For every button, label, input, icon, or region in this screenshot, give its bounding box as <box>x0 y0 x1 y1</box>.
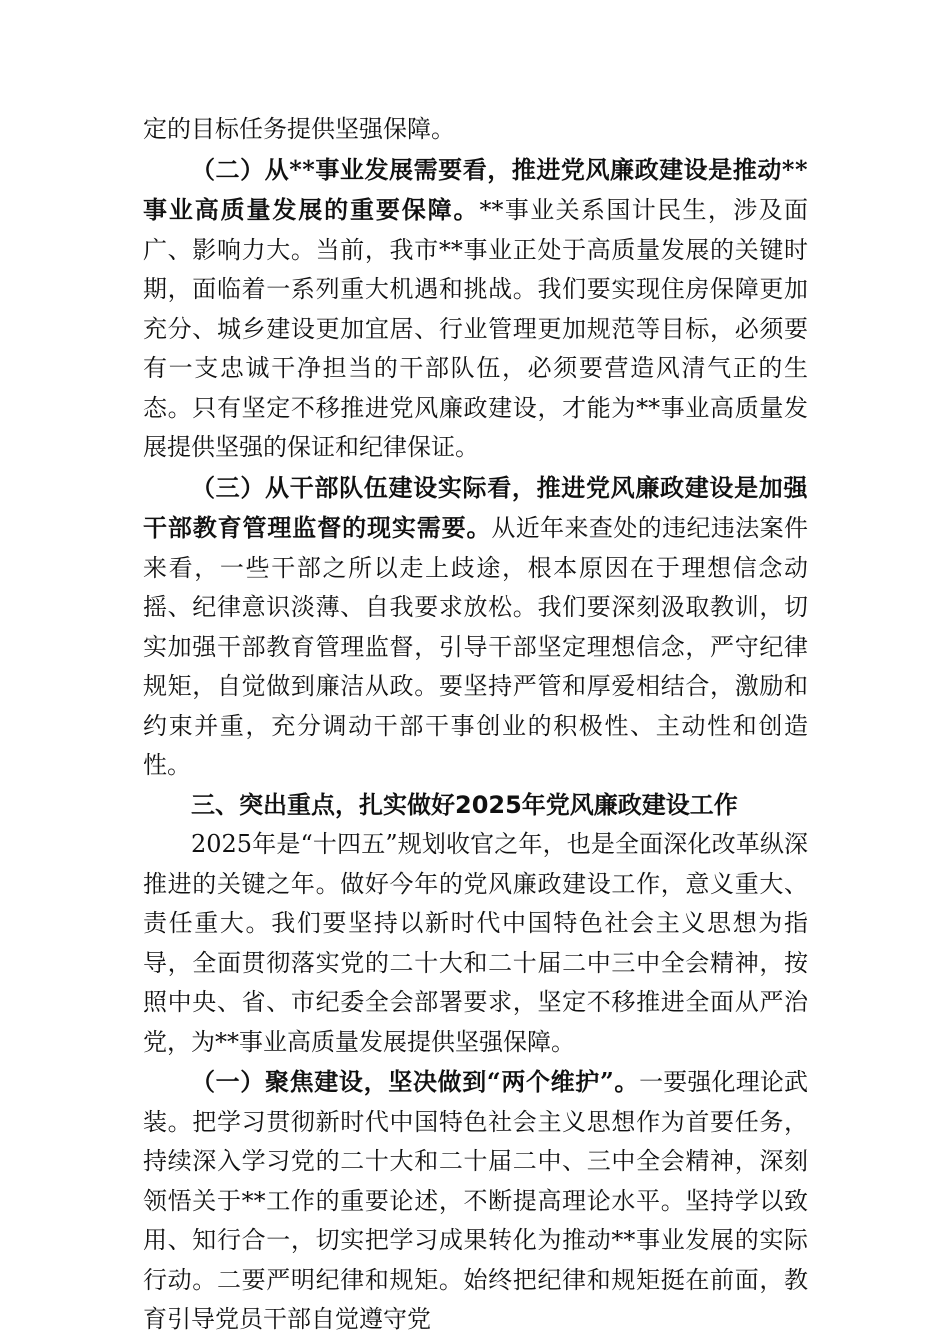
paragraph-lead: （二）从**事业发展需要看，推进党风廉政建设是推动**事业高质量发展的重要保障。 <box>143 154 808 224</box>
paragraph-text: 从近年来查处的违纪违法案件来看，一些干部之所以走上歧途，根本原因在于理想信念动摇、纪律意识淡薄、自我要求放松。我们要深刻汲取教训，切实加强干部教育管理监督，引导干部坚定理想信念，严守纪律规矩，自觉做到廉洁从政。要坚持严管和厚爱相结合，激励和约束并重，充分调动干部干事创业的积极性、主动性和创造性。 <box>143 514 809 779</box>
paragraph-subsection-1 <box>143 1062 808 1340</box>
paragraph-continuation: 定的目标任务提供坚强保障。 <box>143 115 455 143</box>
paragraph-lead: （一）聚焦建设，坚决做到“两个维护”。 <box>191 1067 640 1096</box>
paragraph-intro-2025: 2025年是“十四五”规划收官之年，也是全面深化改革纵深推进的关键之年。做好今年的党风廉政建设工作，意义重大、责任重大。我们要坚持以新时代中国特色社会主义思想为指导，全面贯彻落实党的二十大和二十届二中三中全会精神，按照中央、省、市纪委全会部署要求，坚定不移推进全面从严治党，为**事业高质量发展提供坚强保障。 <box>143 830 808 1056</box>
paragraph-section-3 <box>143 468 808 786</box>
document-body <box>143 110 808 1340</box>
section-heading-3: 三、突出重点，扎实做好2025年党风廉政建设工作 <box>191 790 738 819</box>
paragraph-lead: （三）从干部队伍建设实际看，推进党风廉政建设是加强干部教育管理监督的现实需要。 <box>143 472 808 542</box>
paragraph-section-2 <box>143 150 808 468</box>
paragraph-text: 一要强化理论武装。把学习贯彻新时代中国特色社会主义思想作为首要任务，持续深入学习党的二十大和二十届二中、三中全会精神，深刻领悟关于**工作的重要论述，不断提高理论水平。坚持学以致用、知行合一，切实把学习成果转化为推动**事业发展的实际行动。二要严明纪律和规矩。始终把纪律和规矩挺在前面，教育引导党员干部自觉遵守党 <box>143 1068 809 1333</box>
paragraph-text: **事业关系国计民生，涉及面广、影响力大。当前，我市**事业正处于高质量发展的关键时期，面临着一系列重大机遇和挑战。我们要实现住房保障更加充分、城乡建设更加宜居、行业管理更加规范等目标，必须要有一支忠诚干净担当的干部队伍，必须要营造风清气正的生态。只有坚定不移推进党风廉政建设，才能为**事业高质量发展提供坚强的保证和纪律保证。 <box>143 196 809 461</box>
